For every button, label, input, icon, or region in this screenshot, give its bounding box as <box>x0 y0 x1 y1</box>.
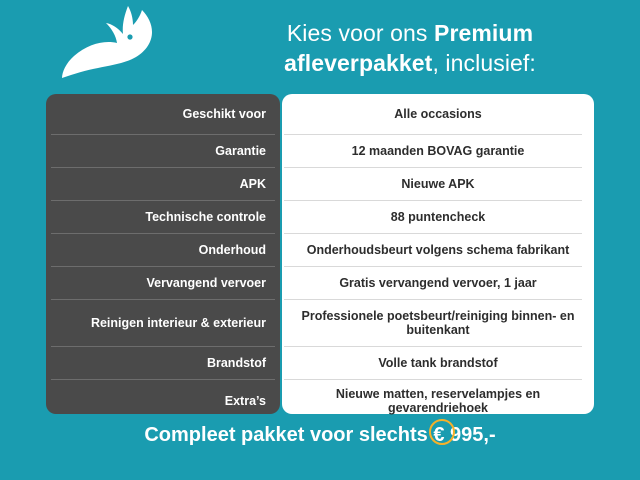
table-row-value: 88 puntencheck <box>390 210 486 224</box>
table-row <box>46 234 594 266</box>
table-row <box>46 347 594 379</box>
price-footer <box>0 424 640 447</box>
price-euro-symbol <box>433 424 444 447</box>
table-row-value: Nieuwe matten, reservelampjes en gevarendriehoek <box>335 387 541 415</box>
table-row-label: Onderhoud <box>198 243 266 257</box>
table-row <box>46 135 594 167</box>
table-row <box>46 300 594 346</box>
price-amount: 995,- <box>444 424 496 446</box>
euro-glyph: € <box>433 424 445 446</box>
antelope-head-logo <box>60 4 190 88</box>
headline-line1-bold: Premium <box>434 20 534 46</box>
table-row-label: APK <box>239 177 266 191</box>
table-row <box>46 380 594 422</box>
table-row-value: Alle occasions <box>394 107 482 121</box>
table-row <box>46 201 594 233</box>
headline-line2-plain: , inclusief: <box>432 50 536 76</box>
table-row-label: Geschikt voor <box>182 107 266 121</box>
footer-text: Compleet pakket voor slechts <box>144 424 434 446</box>
table-row-value: Professionele poetsbeurt/reiniging binnen- en buitenkant <box>301 309 575 337</box>
table-row-label: Vervangend vervoer <box>146 276 266 290</box>
table-row-value: Volle tank brandstof <box>378 356 498 370</box>
table-row-label: Technische controle <box>145 210 266 224</box>
table-row <box>46 168 594 200</box>
header <box>0 0 640 92</box>
table-row-value: Gratis vervangend vervoer, 1 jaar <box>339 276 537 290</box>
page-title <box>200 18 620 78</box>
table-row-value: Nieuwe APK <box>401 177 475 191</box>
table-row-label: Brandstof <box>206 356 266 370</box>
table-rows <box>46 94 594 414</box>
headline-line1-plain: Kies voor ons <box>286 20 434 46</box>
headline-line2-bold: afleverpakket <box>284 50 433 76</box>
table-row-label: Reinigen interieur & exterieur <box>90 316 266 330</box>
table-row-value: 12 maanden BOVAG garantie <box>351 144 525 158</box>
table-row-label: Extra’s <box>224 394 266 408</box>
table-row <box>46 267 594 299</box>
package-table <box>46 94 594 414</box>
table-row-label: Garantie <box>215 144 266 158</box>
table-row-value: Onderhoudsbeurt volgens schema fabrikant <box>306 243 570 257</box>
table-row <box>46 94 594 134</box>
